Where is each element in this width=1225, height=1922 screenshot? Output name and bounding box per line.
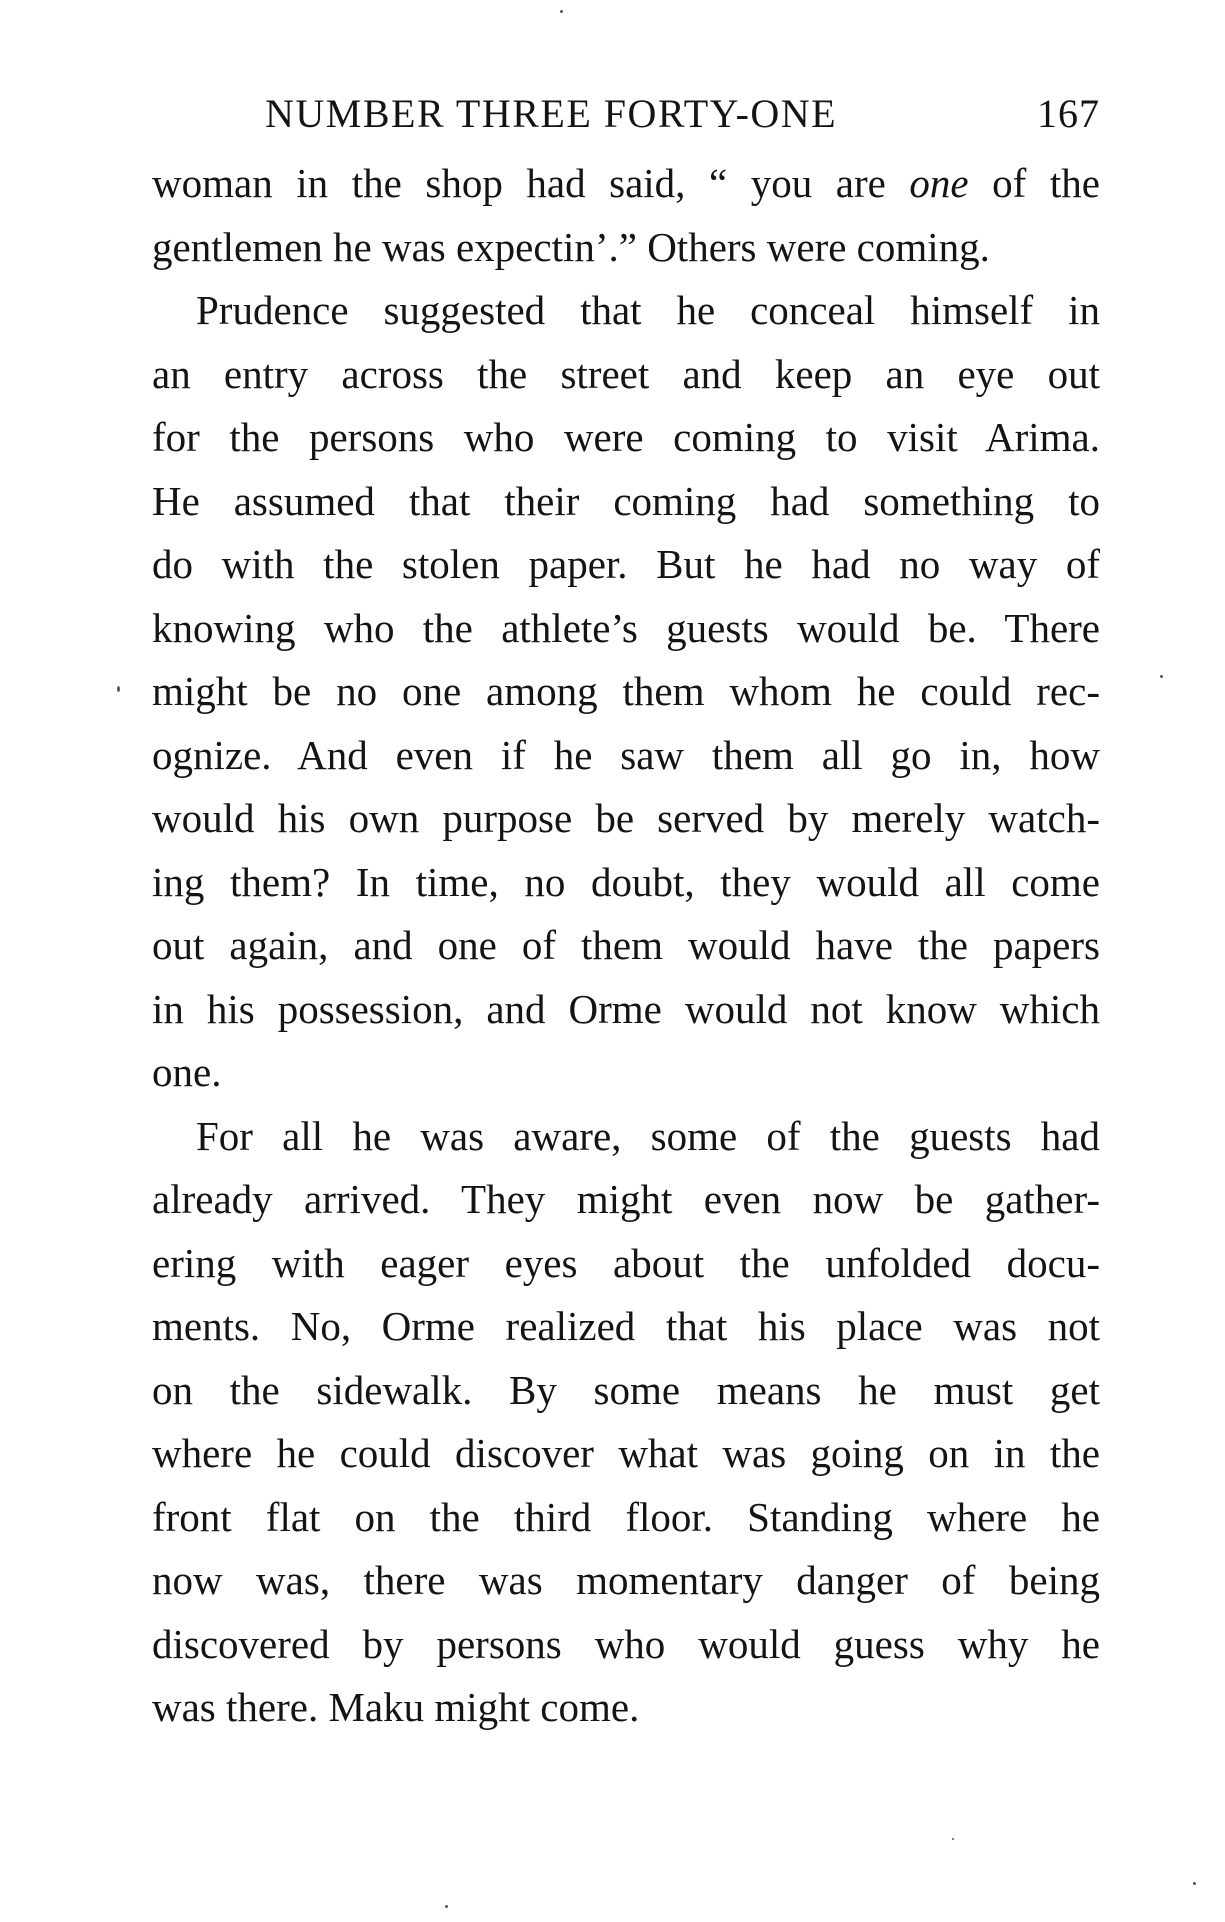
text-segment: in his possession, and Orme would not know which bbox=[152, 985, 1100, 1032]
body-text bbox=[152, 152, 1100, 1740]
text-segment: Prudence suggested that he conceal himself in bbox=[196, 287, 1100, 333]
running-head-title: NUMBER THREE FORTY-ONE bbox=[265, 91, 838, 136]
text-line bbox=[152, 1232, 1100, 1296]
page-number: 167 bbox=[1037, 91, 1100, 136]
text-segment: front flat on the third floor. Standing where he bbox=[152, 1493, 1100, 1540]
text-segment: discovered by persons who would guess why he bbox=[152, 1620, 1100, 1667]
text-line bbox=[152, 914, 1100, 978]
text-segment: knowing who the athlete’s guests would be. There bbox=[152, 604, 1100, 651]
text-line bbox=[152, 1486, 1100, 1550]
text-line bbox=[152, 279, 1100, 343]
text-line bbox=[152, 1168, 1100, 1232]
text-line bbox=[152, 152, 1100, 216]
scan-speck bbox=[1160, 675, 1163, 678]
text-segment: already arrived. They might even now be gather- bbox=[152, 1176, 1100, 1222]
scan-speck bbox=[1193, 1882, 1196, 1885]
text-segment: might be no one among them whom he could rec- bbox=[152, 668, 1100, 714]
text-line bbox=[152, 1676, 1100, 1740]
text-segment: one. bbox=[152, 1049, 222, 1095]
text-segment: now was, there was momentary danger of being bbox=[152, 1557, 1100, 1603]
paragraph bbox=[152, 152, 1100, 279]
text-segment: do with the stolen paper. But he had no way of bbox=[152, 541, 1100, 587]
text-segment: gentlemen he was expectin’.” Others were coming. bbox=[152, 223, 990, 270]
text-line bbox=[152, 787, 1100, 851]
text-line bbox=[152, 597, 1100, 661]
text-line bbox=[152, 216, 1100, 280]
paragraph bbox=[152, 1105, 1100, 1740]
italic-text: one bbox=[909, 160, 969, 206]
text-line bbox=[152, 660, 1100, 724]
scan-speck bbox=[952, 1838, 954, 1840]
text-line bbox=[152, 1422, 1100, 1486]
text-line bbox=[152, 470, 1100, 534]
text-segment: He assumed that their coming had something to bbox=[152, 477, 1100, 524]
text-line bbox=[152, 1549, 1100, 1613]
scan-speck bbox=[445, 1905, 448, 1908]
scan-speck bbox=[117, 686, 120, 692]
text-line bbox=[152, 1613, 1100, 1677]
text-segment: of the bbox=[968, 160, 1100, 206]
text-segment: out again, and one of them would have the papers bbox=[152, 922, 1100, 968]
text-segment: for the persons who were coming to visit Arima. bbox=[152, 414, 1100, 460]
scan-speck bbox=[560, 10, 563, 13]
text-line bbox=[152, 533, 1100, 597]
text-line bbox=[152, 1041, 1100, 1105]
paragraph bbox=[152, 279, 1100, 1105]
text-segment: ognize. And even if he saw them all go in, how bbox=[152, 731, 1100, 778]
text-segment: ments. No, Orme realized that his place was not bbox=[152, 1303, 1100, 1349]
text-segment: ering with eager eyes about the unfolded docu- bbox=[152, 1239, 1100, 1286]
text-segment: ing them? In time, no doubt, they would all come bbox=[152, 858, 1100, 905]
text-line bbox=[152, 1105, 1100, 1169]
text-segment: where he could discover what was going on in the bbox=[152, 1430, 1100, 1476]
text-line bbox=[152, 851, 1100, 915]
text-line bbox=[152, 1359, 1100, 1423]
running-head bbox=[265, 90, 1100, 140]
text-line bbox=[152, 343, 1100, 407]
text-segment: For all he was aware, some of the guests had bbox=[196, 1112, 1100, 1159]
text-segment: was there. Maku might come. bbox=[152, 1684, 640, 1730]
text-segment: woman in the shop had said, “ you are bbox=[152, 160, 910, 206]
text-line bbox=[152, 724, 1100, 788]
text-segment: an entry across the street and keep an eye out bbox=[152, 350, 1100, 397]
text-line bbox=[152, 978, 1100, 1042]
text-line bbox=[152, 406, 1100, 470]
text-line bbox=[152, 1295, 1100, 1359]
text-segment: on the sidewalk. By some means he must get bbox=[152, 1366, 1100, 1413]
text-segment: would his own purpose be served by merely watch- bbox=[152, 795, 1100, 841]
